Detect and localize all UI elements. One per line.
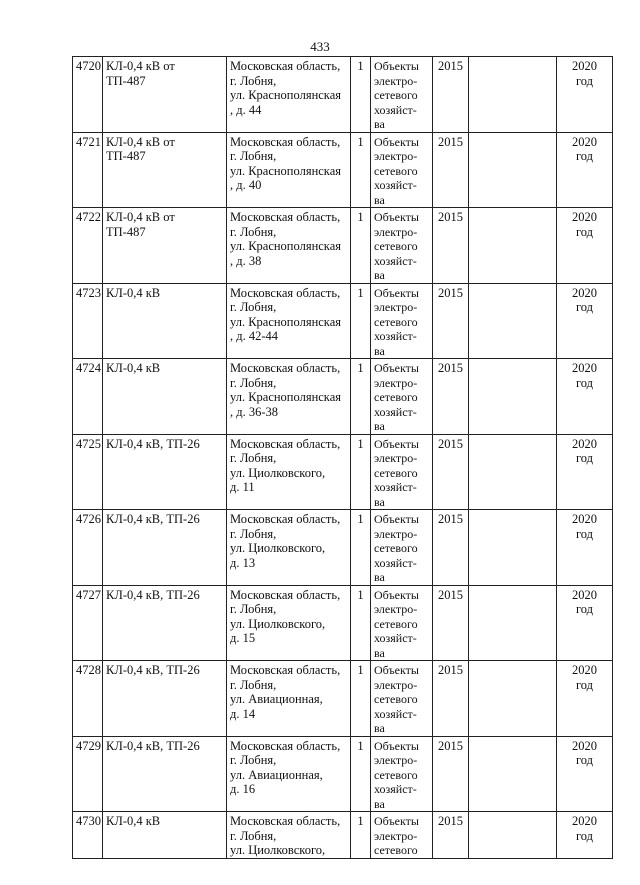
address-line: ул. Краснополянская (230, 239, 341, 253)
object-type-line: хозяйст- (374, 480, 417, 494)
record-number: 4720 (73, 57, 103, 133)
object-name (103, 736, 227, 812)
empty-cell (469, 132, 557, 208)
completion-year-line: год (575, 375, 594, 390)
year: 2015 (433, 359, 469, 435)
object-address (227, 132, 351, 208)
completion-year-line: год (575, 451, 594, 465)
address-line: Московская область, (230, 663, 341, 677)
object-type-line: ва (374, 343, 385, 358)
quantity: 1 (351, 510, 371, 586)
address-line: г. Лобня, (230, 451, 277, 465)
address-line: г. Лобня, (230, 828, 277, 843)
object-name (103, 57, 227, 133)
table-row (73, 736, 613, 812)
completion-year-line: 2020 (572, 134, 597, 149)
object-type-line: Объекты (374, 663, 419, 677)
object-name-line: КЛ-0,4 кВ от (106, 210, 175, 224)
year: 2015 (433, 812, 469, 859)
object-name-line: КЛ-0,4 кВ, ТП-26 (106, 738, 200, 753)
object-name-line: КЛ-0,4 кВ, ТП-26 (106, 587, 200, 602)
object-type (371, 661, 433, 737)
object-name-line: ТП-487 (106, 149, 146, 163)
completion-year (557, 812, 613, 859)
address-line: г. Лобня, (230, 149, 277, 163)
completion-year-line: 2020 (572, 285, 597, 300)
completion-year-line: год (575, 149, 594, 163)
completion-year-line: 2020 (572, 738, 597, 753)
address-line: Московская область, (230, 59, 341, 73)
year: 2015 (433, 57, 469, 133)
address-line: Московская область, (230, 285, 341, 300)
object-address (227, 57, 351, 133)
address-line: ул. Циолковского, (230, 465, 326, 480)
object-type-line: ва (374, 192, 385, 207)
object-type (371, 736, 433, 812)
quantity: 1 (351, 434, 371, 510)
object-type-line: электро- (374, 300, 418, 314)
empty-cell (469, 661, 557, 737)
completion-year-line: 2020 (572, 512, 597, 526)
completion-year-line: год (575, 300, 594, 314)
object-type-line: сетевого (374, 843, 418, 857)
object-type-line: Объекты (374, 738, 419, 753)
table-row (73, 57, 613, 133)
table-row (73, 208, 613, 284)
object-name-line: ТП-487 (106, 224, 146, 239)
completion-year-line: год (575, 224, 594, 239)
completion-year-line: 2020 (572, 59, 597, 73)
object-address (227, 812, 351, 859)
address-line: г. Лобня, (230, 73, 277, 88)
object-address (227, 208, 351, 284)
completion-year (557, 57, 613, 133)
object-name-line: КЛ-0,4 кВ, ТП-26 (106, 436, 200, 451)
address-line: Московская область, (230, 738, 341, 753)
empty-cell (469, 359, 557, 435)
table-row (73, 132, 613, 208)
address-line: ул. Краснополянская (230, 390, 341, 404)
object-name-line: КЛ-0,4 кВ (106, 285, 161, 300)
empty-cell (469, 812, 557, 859)
object-name (103, 208, 227, 284)
address-line: Московская область, (230, 361, 341, 375)
address-line: ул. Краснополянская (230, 88, 341, 102)
empty-cell (469, 208, 557, 284)
object-name-line: ТП-487 (106, 73, 146, 88)
object-address (227, 434, 351, 510)
address-line: ул. Краснополянская (230, 163, 341, 178)
year: 2015 (433, 736, 469, 812)
completion-year-line: год (575, 73, 594, 88)
object-type-line: Объекты (374, 134, 419, 149)
object-address (227, 510, 351, 586)
object-type-line: электро- (374, 73, 418, 88)
address-line: ул. Циолковского, (230, 843, 326, 857)
year: 2015 (433, 585, 469, 661)
record-number: 4721 (73, 132, 103, 208)
quantity: 1 (351, 736, 371, 812)
object-type-line: сетевого (374, 163, 418, 178)
year: 2015 (433, 132, 469, 208)
quantity: 1 (351, 57, 371, 133)
address-line: д. 16 (230, 782, 256, 796)
address-line: д. 11 (230, 480, 255, 494)
table-row (73, 812, 613, 859)
object-type-line: ва (374, 268, 385, 282)
object-type-line: сетевого (374, 767, 418, 782)
object-type-line: хозяйст- (374, 329, 417, 343)
table-row (73, 359, 613, 435)
object-type-line: хозяйст- (374, 102, 417, 117)
record-number: 4729 (73, 736, 103, 812)
object-address (227, 359, 351, 435)
address-line: , д. 38 (230, 253, 262, 268)
object-name-line: КЛ-0,4 кВ (106, 361, 161, 375)
address-line: , д. 36-38 (230, 404, 279, 419)
object-name (103, 434, 227, 510)
table-row (73, 661, 613, 737)
object-type-line: сетевого (374, 390, 418, 404)
quantity: 1 (351, 661, 371, 737)
object-type-line: хозяйст- (374, 631, 417, 645)
object-type-line: электро- (374, 602, 418, 616)
object-type-line: электро- (374, 677, 418, 692)
object-type (371, 283, 433, 359)
empty-cell (469, 510, 557, 586)
object-type-line: электро- (374, 375, 418, 390)
empty-cell (469, 585, 557, 661)
table-row (73, 510, 613, 586)
completion-year-line: год (575, 677, 594, 692)
object-type-line: электро- (374, 224, 418, 239)
address-line: Московская область, (230, 436, 341, 451)
object-name (103, 359, 227, 435)
object-type-line: электро- (374, 149, 418, 163)
empty-cell (469, 57, 557, 133)
year: 2015 (433, 208, 469, 284)
object-address (227, 585, 351, 661)
object-name (103, 283, 227, 359)
object-type-line: ва (374, 494, 385, 509)
object-name-line: КЛ-0,4 кВ от (106, 59, 175, 73)
object-name (103, 812, 227, 859)
object-type-line: электро- (374, 828, 418, 843)
completion-year (557, 434, 613, 510)
object-type-line: ва (374, 419, 385, 433)
table-row (73, 283, 613, 359)
address-line: ул. Авиационная, (230, 767, 323, 782)
object-name (103, 132, 227, 208)
address-line: д. 13 (230, 555, 256, 570)
address-line: г. Лобня, (230, 375, 277, 390)
record-number: 4728 (73, 661, 103, 737)
object-type-line: Объекты (374, 512, 419, 526)
address-line: г. Лобня, (230, 300, 277, 314)
object-type-line: Объекты (374, 59, 419, 73)
address-line: д. 15 (230, 631, 256, 645)
address-line: , д. 44 (230, 102, 262, 117)
record-number: 4725 (73, 434, 103, 510)
object-name (103, 585, 227, 661)
object-type (371, 132, 433, 208)
address-line: ул. Циолковского, (230, 541, 326, 555)
address-line: ул. Авиационная, (230, 692, 323, 706)
address-line: Московская область, (230, 814, 341, 828)
address-line: , д. 42-44 (230, 329, 279, 343)
address-line: г. Лобня, (230, 753, 277, 767)
object-type-line: ва (374, 117, 385, 131)
object-address (227, 736, 351, 812)
address-line: ул. Краснополянская (230, 314, 341, 329)
address-line: Московская область, (230, 210, 341, 224)
object-name-line: КЛ-0,4 кВ (106, 814, 161, 828)
object-type (371, 359, 433, 435)
address-line: г. Лобня, (230, 224, 277, 239)
completion-year-line: 2020 (572, 210, 597, 224)
completion-year-line: 2020 (572, 436, 597, 451)
object-address (227, 661, 351, 737)
object-type-line: хозяйст- (374, 178, 417, 192)
object-type-line: Объекты (374, 436, 419, 451)
object-type-line: хозяйст- (374, 706, 417, 721)
completion-year (557, 510, 613, 586)
object-type-line: сетевого (374, 465, 418, 480)
completion-year (557, 208, 613, 284)
object-type-line: сетевого (374, 616, 418, 631)
quantity: 1 (351, 283, 371, 359)
object-type-line: сетевого (374, 692, 418, 706)
completion-year-line: год (575, 828, 594, 843)
address-line: г. Лобня, (230, 602, 277, 616)
record-number: 4727 (73, 585, 103, 661)
completion-year-line: год (575, 753, 594, 767)
object-type-line: сетевого (374, 314, 418, 329)
object-name-line: КЛ-0,4 кВ, ТП-26 (106, 512, 200, 526)
object-type-line: ва (374, 796, 385, 811)
completion-year (557, 283, 613, 359)
object-type-line: хозяйст- (374, 404, 417, 419)
object-name (103, 510, 227, 586)
completion-year-line: год (575, 526, 594, 541)
quantity: 1 (351, 812, 371, 859)
object-name-line: КЛ-0,4 кВ от (106, 134, 175, 149)
address-line: г. Лобня, (230, 526, 277, 541)
completion-year (557, 661, 613, 737)
record-number: 4726 (73, 510, 103, 586)
object-type-line: электро- (374, 526, 418, 541)
object-type-line: сетевого (374, 541, 418, 555)
record-number: 4722 (73, 208, 103, 284)
address-line: , д. 40 (230, 178, 262, 192)
completion-year-line: 2020 (572, 663, 597, 677)
completion-year (557, 359, 613, 435)
address-line: г. Лобня, (230, 677, 277, 692)
object-type-line: Объекты (374, 210, 419, 224)
page-number: 433 (310, 39, 330, 54)
address-line: Московская область, (230, 587, 341, 602)
completion-year-line: год (575, 602, 594, 616)
completion-year (557, 585, 613, 661)
empty-cell (469, 434, 557, 510)
object-type-line: хозяйст- (374, 555, 417, 570)
empty-cell (469, 736, 557, 812)
quantity: 1 (351, 208, 371, 284)
quantity: 1 (351, 132, 371, 208)
object-type-line: хозяйст- (374, 253, 417, 268)
registry-table (72, 56, 613, 859)
completion-year (557, 132, 613, 208)
object-type-line: хозяйст- (374, 782, 417, 796)
address-line: ул. Циолковского, (230, 616, 326, 631)
object-name (103, 661, 227, 737)
address-line: Московская область, (230, 134, 341, 149)
address-line: д. 14 (230, 706, 256, 721)
object-type-line: сетевого (374, 88, 418, 102)
object-type-line: Объекты (374, 361, 419, 375)
quantity: 1 (351, 585, 371, 661)
year: 2015 (433, 434, 469, 510)
object-type (371, 57, 433, 133)
object-type-line: электро- (374, 753, 418, 767)
object-type (371, 812, 433, 859)
table-row (73, 434, 613, 510)
record-number: 4723 (73, 283, 103, 359)
object-type (371, 510, 433, 586)
year: 2015 (433, 661, 469, 737)
table-row (73, 585, 613, 661)
quantity: 1 (351, 359, 371, 435)
object-address (227, 283, 351, 359)
year: 2015 (433, 283, 469, 359)
object-type (371, 208, 433, 284)
object-type-line: ва (374, 570, 385, 584)
object-type (371, 585, 433, 661)
object-type-line: сетевого (374, 239, 418, 253)
empty-cell (469, 283, 557, 359)
object-type-line: ва (374, 645, 385, 660)
object-type-line: Объекты (374, 587, 419, 602)
object-type-line: Объекты (374, 285, 419, 300)
record-number: 4724 (73, 359, 103, 435)
object-type (371, 434, 433, 510)
completion-year-line: 2020 (572, 361, 597, 375)
year: 2015 (433, 510, 469, 586)
object-type-line: электро- (374, 451, 418, 465)
object-type-line: ва (374, 721, 385, 735)
record-number: 4730 (73, 812, 103, 859)
address-line: Московская область, (230, 512, 341, 526)
completion-year-line: 2020 (572, 587, 597, 602)
completion-year-line: 2020 (572, 814, 597, 828)
object-type-line: Объекты (374, 814, 419, 828)
completion-year (557, 736, 613, 812)
object-name-line: КЛ-0,4 кВ, ТП-26 (106, 663, 200, 677)
